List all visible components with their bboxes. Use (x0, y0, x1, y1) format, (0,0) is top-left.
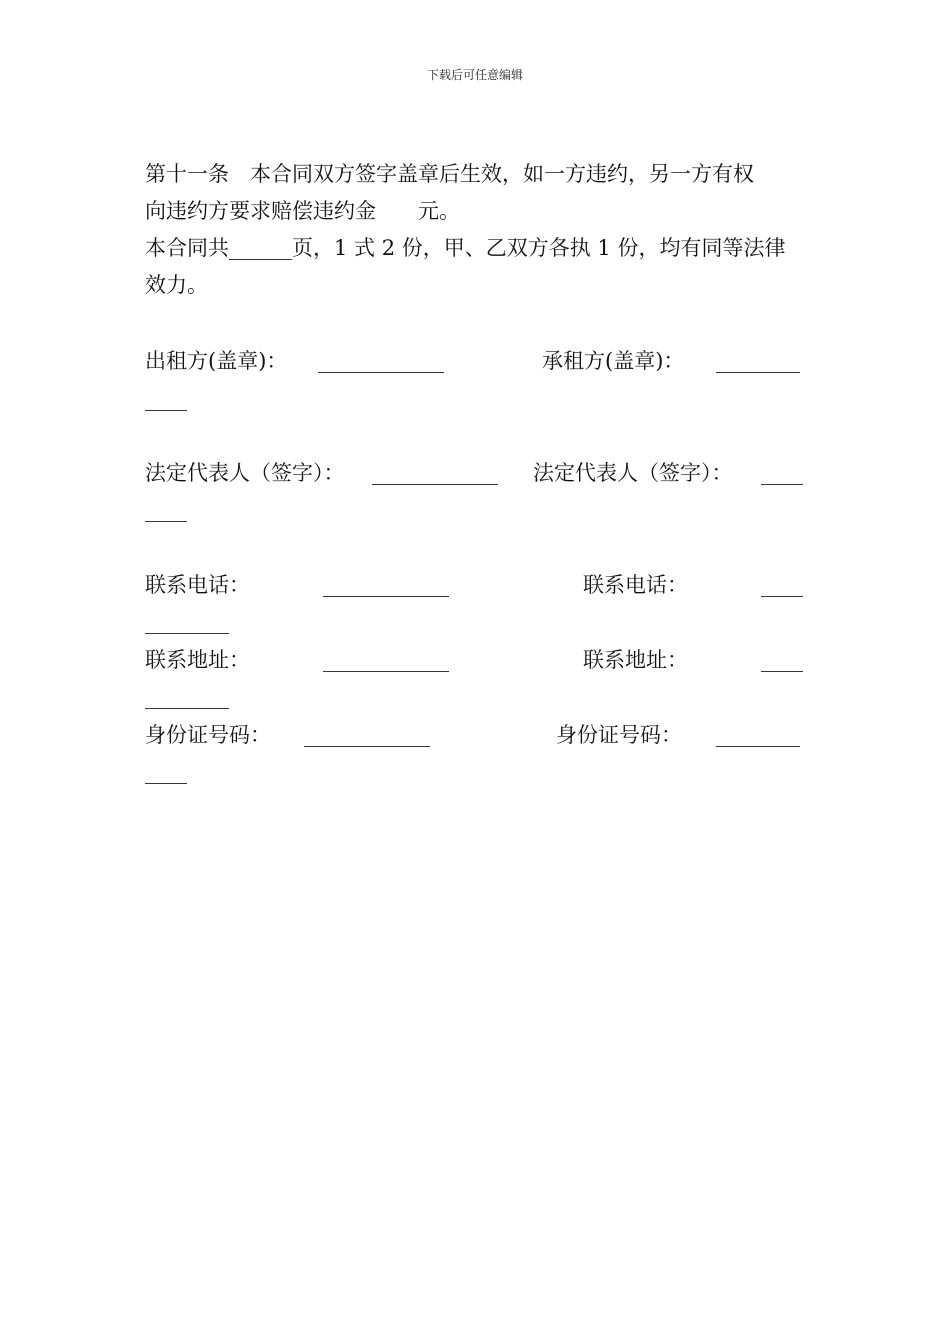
clause-line-2: 向违约方要求赔偿违约金 元。 (145, 199, 460, 223)
lessee-seal-label: 承租方(盖章)： (542, 349, 685, 373)
id-number-left-label: 身份证号码： (145, 723, 271, 747)
contact-phone-right-label: 联系电话： (583, 573, 688, 597)
contact-address-left-blank: ____________ (323, 648, 449, 672)
contact-address-left-label: 联系地址： (145, 648, 250, 672)
lessee-seal-blank-continued: ____ (145, 387, 187, 411)
id-number-right-label: 身份证号码： (556, 723, 682, 747)
id-number-right-blank: ________ (716, 723, 800, 747)
contact-phone-right-blank-continued: ________ (145, 610, 229, 634)
page-header-note: 下载后可任意编辑 (426, 68, 523, 82)
contact-phone-left-label: 联系电话： (145, 573, 250, 597)
lessor-seal-label: 出租方(盖章)： (145, 349, 288, 373)
id-number-right-blank-continued: ____ (145, 760, 187, 784)
contact-address-right-blank-continued: ________ (145, 685, 229, 709)
clause-line-4: 效力。 (145, 273, 208, 297)
clause-line-3: 本合同共______页，1 式 2 份，甲、乙双方各执 1 份，均有同等法律 (145, 236, 786, 260)
id-number-left-blank: ____________ (304, 723, 430, 747)
legal-rep-left-label: 法定代表人（签字）： (145, 461, 345, 485)
legal-rep-right-label: 法定代表人（签字）： (533, 461, 733, 485)
contact-address-right-label: 联系地址： (583, 648, 688, 672)
legal-rep-right-blank-continued: ____ (145, 498, 187, 522)
contact-phone-left-blank: ____________ (323, 573, 449, 597)
legal-rep-right-blank: ____ (761, 461, 803, 485)
contact-address-right-blank: ____ (761, 648, 803, 672)
lessee-seal-blank: ________ (716, 349, 800, 373)
clause-line-1: 第十一条 本合同双方签字盖章后生效，如一方违约，另一方有权 (145, 162, 754, 186)
legal-rep-left-blank: ____________ (372, 461, 498, 485)
lessor-seal-blank: ____________ (318, 349, 444, 373)
contact-phone-right-blank: ____ (761, 573, 803, 597)
